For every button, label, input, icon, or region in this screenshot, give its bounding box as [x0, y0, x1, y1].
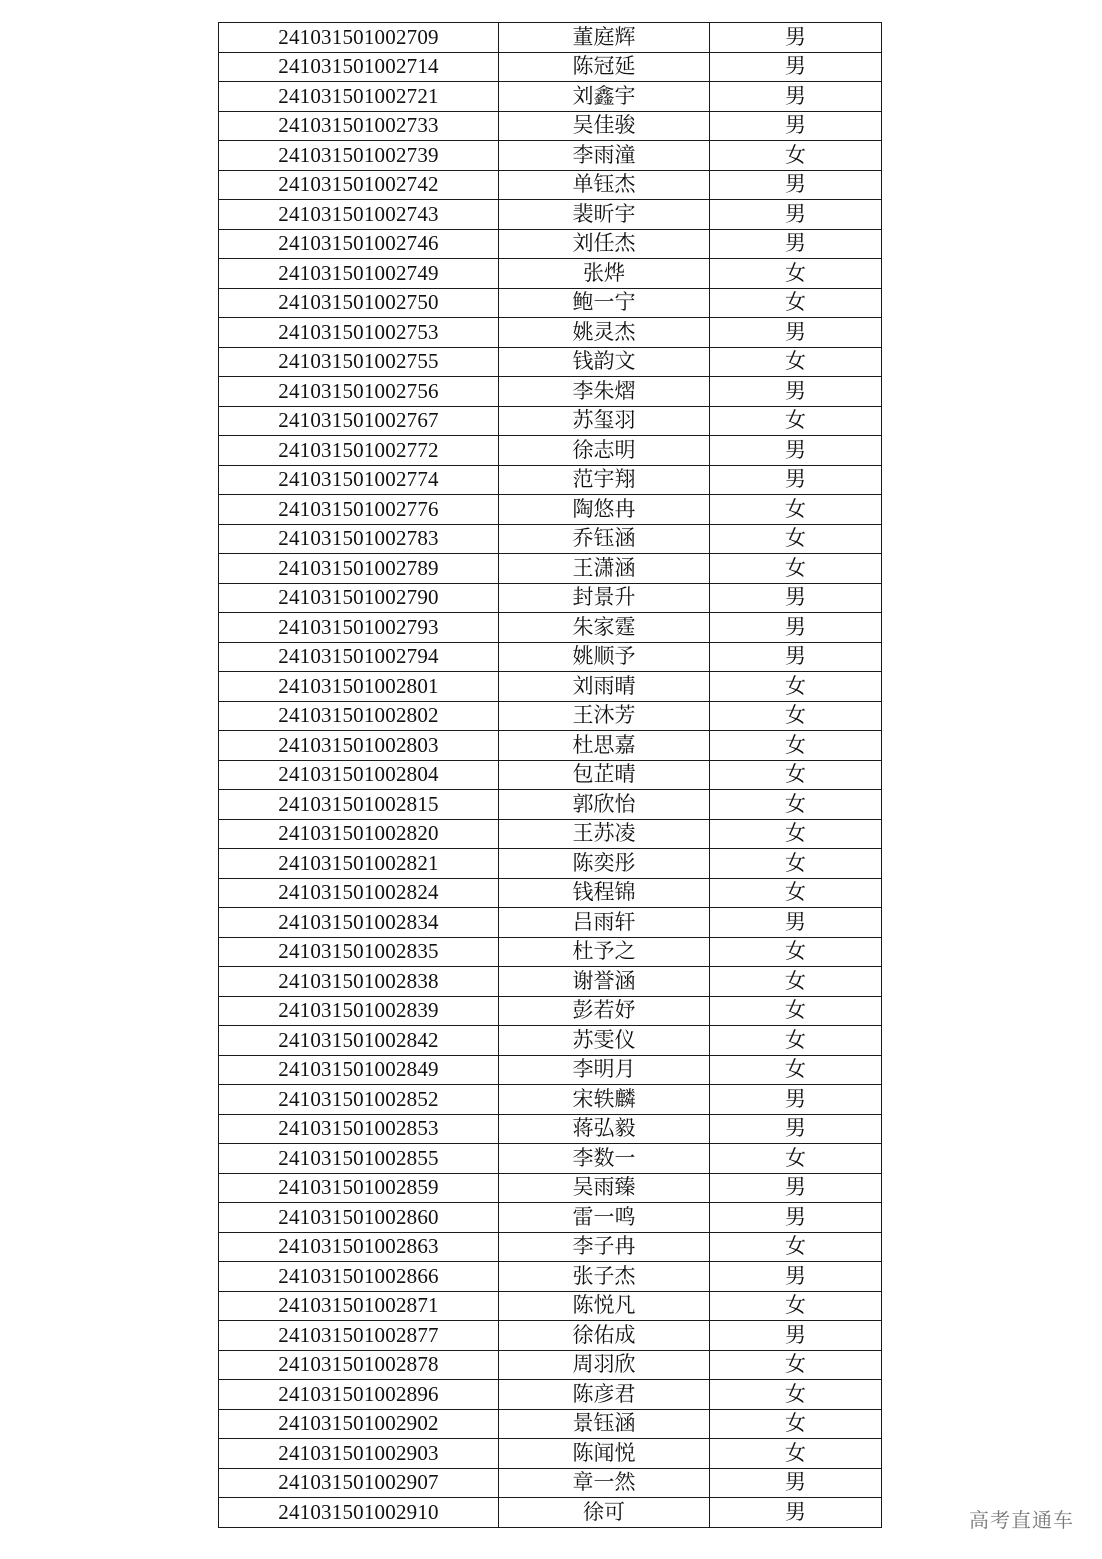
student-gender-cell: 男 — [710, 229, 882, 259]
student-gender-cell: 女 — [710, 967, 882, 997]
student-id-cell: 241031501002903 — [219, 1439, 499, 1469]
table-row — [219, 82, 882, 112]
student-gender-cell: 男 — [710, 1321, 882, 1351]
student-gender-cell: 男 — [710, 318, 882, 348]
student-id-cell: 241031501002721 — [219, 82, 499, 112]
table-row — [219, 937, 882, 967]
table-row — [219, 1085, 882, 1115]
table-row — [219, 318, 882, 348]
student-gender-cell: 女 — [710, 1291, 882, 1321]
student-gender-cell: 女 — [710, 672, 882, 702]
table-row — [219, 1350, 882, 1380]
table-row — [219, 406, 882, 436]
student-gender-cell: 男 — [710, 377, 882, 407]
student-id-cell: 241031501002746 — [219, 229, 499, 259]
student-name-cell: 章一然 — [499, 1468, 710, 1498]
table-row — [219, 790, 882, 820]
student-gender-cell: 女 — [710, 1409, 882, 1439]
student-id-cell: 241031501002753 — [219, 318, 499, 348]
student-name-cell: 吕雨轩 — [499, 908, 710, 938]
student-name-cell: 吴佳骏 — [499, 111, 710, 141]
student-gender-cell: 男 — [710, 1173, 882, 1203]
table-row — [219, 1203, 882, 1233]
student-id-cell: 241031501002743 — [219, 200, 499, 230]
student-id-cell: 241031501002863 — [219, 1232, 499, 1262]
student-name-cell: 蒋弘毅 — [499, 1114, 710, 1144]
student-id-cell: 241031501002802 — [219, 701, 499, 731]
student-name-cell: 陈奕彤 — [499, 849, 710, 879]
student-id-cell: 241031501002750 — [219, 288, 499, 318]
table-row — [219, 23, 882, 53]
student-gender-cell: 女 — [710, 878, 882, 908]
student-name-cell: 裴昕宇 — [499, 200, 710, 230]
student-id-cell: 241031501002767 — [219, 406, 499, 436]
student-name-cell: 王沐芳 — [499, 701, 710, 731]
table-row — [219, 613, 882, 643]
student-name-cell: 乔钰涵 — [499, 524, 710, 554]
student-name-cell: 谢誉涵 — [499, 967, 710, 997]
student-gender-cell: 女 — [710, 495, 882, 525]
student-gender-cell: 女 — [710, 1055, 882, 1085]
student-id-cell: 241031501002842 — [219, 1026, 499, 1056]
student-gender-cell: 男 — [710, 82, 882, 112]
student-id-cell: 241031501002877 — [219, 1321, 499, 1351]
student-name-cell: 李雨潼 — [499, 141, 710, 171]
table-row — [219, 731, 882, 761]
student-gender-cell: 男 — [710, 1468, 882, 1498]
student-id-cell: 241031501002860 — [219, 1203, 499, 1233]
student-id-cell: 241031501002794 — [219, 642, 499, 672]
student-id-cell: 241031501002821 — [219, 849, 499, 879]
student-gender-cell: 男 — [710, 583, 882, 613]
student-gender-cell: 女 — [710, 731, 882, 761]
table-row — [219, 495, 882, 525]
student-gender-cell: 男 — [710, 465, 882, 495]
table-row — [219, 583, 882, 613]
table-row — [219, 259, 882, 289]
table-row — [219, 760, 882, 790]
student-id-cell: 241031501002853 — [219, 1114, 499, 1144]
student-name-cell: 陈闻悦 — [499, 1439, 710, 1469]
student-id-cell: 241031501002804 — [219, 760, 499, 790]
student-id-cell: 241031501002772 — [219, 436, 499, 466]
student-name-cell: 周羽欣 — [499, 1350, 710, 1380]
student-name-cell: 彭若妤 — [499, 996, 710, 1026]
student-gender-cell: 男 — [710, 52, 882, 82]
student-id-cell: 241031501002709 — [219, 23, 499, 53]
table-row — [219, 908, 882, 938]
student-gender-cell: 男 — [710, 436, 882, 466]
student-id-cell: 241031501002793 — [219, 613, 499, 643]
student-name-cell: 刘任杰 — [499, 229, 710, 259]
table-row — [219, 200, 882, 230]
student-gender-cell: 男 — [710, 170, 882, 200]
student-gender-cell: 女 — [710, 819, 882, 849]
student-id-cell: 241031501002902 — [219, 1409, 499, 1439]
student-gender-cell: 女 — [710, 996, 882, 1026]
student-name-cell: 陶悠冉 — [499, 495, 710, 525]
student-roster-table — [218, 22, 882, 1528]
student-name-cell: 朱家霆 — [499, 613, 710, 643]
table-row — [219, 170, 882, 200]
student-gender-cell: 男 — [710, 1262, 882, 1292]
student-id-cell: 241031501002739 — [219, 141, 499, 171]
student-id-cell: 241031501002783 — [219, 524, 499, 554]
student-id-cell: 241031501002755 — [219, 347, 499, 377]
student-id-cell: 241031501002866 — [219, 1262, 499, 1292]
student-gender-cell: 男 — [710, 1203, 882, 1233]
table-row — [219, 1114, 882, 1144]
table-row — [219, 524, 882, 554]
student-name-cell: 苏雯仪 — [499, 1026, 710, 1056]
student-name-cell: 徐佑成 — [499, 1321, 710, 1351]
watermark-label: 高考直通车 — [969, 1508, 1074, 1532]
table-row — [219, 878, 882, 908]
student-gender-cell: 女 — [710, 259, 882, 289]
student-gender-cell: 男 — [710, 1085, 882, 1115]
table-row — [219, 229, 882, 259]
student-name-cell: 姚顺予 — [499, 642, 710, 672]
student-id-cell: 241031501002742 — [219, 170, 499, 200]
student-name-cell: 董庭辉 — [499, 23, 710, 53]
table-row — [219, 465, 882, 495]
table-row — [219, 1409, 882, 1439]
student-gender-cell: 男 — [710, 613, 882, 643]
table-row — [219, 996, 882, 1026]
table-row — [219, 141, 882, 171]
student-id-cell: 241031501002855 — [219, 1144, 499, 1174]
student-name-cell: 姚灵杰 — [499, 318, 710, 348]
student-name-cell: 范宇翔 — [499, 465, 710, 495]
student-id-cell: 241031501002878 — [219, 1350, 499, 1380]
table-row — [219, 701, 882, 731]
table-row — [219, 1380, 882, 1410]
table-row — [219, 1321, 882, 1351]
student-gender-cell: 男 — [710, 111, 882, 141]
table-row — [219, 111, 882, 141]
student-gender-cell: 女 — [710, 760, 882, 790]
student-name-cell: 封景升 — [499, 583, 710, 613]
student-gender-cell: 女 — [710, 141, 882, 171]
student-name-cell: 苏玺羽 — [499, 406, 710, 436]
student-id-cell: 241031501002849 — [219, 1055, 499, 1085]
table-row — [219, 1055, 882, 1085]
table-row — [219, 1026, 882, 1056]
table-row — [219, 672, 882, 702]
student-name-cell: 刘雨晴 — [499, 672, 710, 702]
student-id-cell: 241031501002714 — [219, 52, 499, 82]
table-row — [219, 642, 882, 672]
student-name-cell: 王潇涵 — [499, 554, 710, 584]
student-name-cell: 宋轶麟 — [499, 1085, 710, 1115]
table-row — [219, 554, 882, 584]
student-id-cell: 241031501002907 — [219, 1468, 499, 1498]
student-name-cell: 单钰杰 — [499, 170, 710, 200]
student-name-cell: 李数一 — [499, 1144, 710, 1174]
student-name-cell: 张烨 — [499, 259, 710, 289]
student-id-cell: 241031501002910 — [219, 1498, 499, 1528]
table-row — [219, 1439, 882, 1469]
student-gender-cell: 女 — [710, 790, 882, 820]
table-row — [219, 1232, 882, 1262]
table-row — [219, 288, 882, 318]
student-gender-cell: 女 — [710, 406, 882, 436]
student-name-cell: 陈彦君 — [499, 1380, 710, 1410]
student-gender-cell: 男 — [710, 642, 882, 672]
student-name-cell: 钱韵文 — [499, 347, 710, 377]
student-gender-cell: 男 — [710, 1114, 882, 1144]
student-id-cell: 241031501002749 — [219, 259, 499, 289]
table-row — [219, 1262, 882, 1292]
student-name-cell: 李朱熠 — [499, 377, 710, 407]
roster-body — [219, 23, 882, 1528]
student-id-cell: 241031501002834 — [219, 908, 499, 938]
student-gender-cell: 女 — [710, 1439, 882, 1469]
student-gender-cell: 女 — [710, 554, 882, 584]
table-row — [219, 967, 882, 997]
student-name-cell: 包芷晴 — [499, 760, 710, 790]
student-id-cell: 241031501002789 — [219, 554, 499, 584]
table-row — [219, 819, 882, 849]
student-gender-cell: 女 — [710, 701, 882, 731]
student-name-cell: 杜予之 — [499, 937, 710, 967]
student-id-cell: 241031501002896 — [219, 1380, 499, 1410]
student-name-cell: 陈冠延 — [499, 52, 710, 82]
student-name-cell: 钱程锦 — [499, 878, 710, 908]
table-row — [219, 436, 882, 466]
student-id-cell: 241031501002839 — [219, 996, 499, 1026]
student-name-cell: 景钰涵 — [499, 1409, 710, 1439]
student-id-cell: 241031501002852 — [219, 1085, 499, 1115]
table-row — [219, 52, 882, 82]
student-gender-cell: 女 — [710, 1232, 882, 1262]
student-gender-cell: 女 — [710, 849, 882, 879]
student-name-cell: 徐志明 — [499, 436, 710, 466]
student-gender-cell: 男 — [710, 23, 882, 53]
student-gender-cell: 女 — [710, 937, 882, 967]
student-name-cell: 陈悦凡 — [499, 1291, 710, 1321]
student-gender-cell: 女 — [710, 524, 882, 554]
student-id-cell: 241031501002838 — [219, 967, 499, 997]
student-id-cell: 241031501002871 — [219, 1291, 499, 1321]
student-name-cell: 杜思嘉 — [499, 731, 710, 761]
student-id-cell: 241031501002790 — [219, 583, 499, 613]
student-gender-cell: 男 — [710, 908, 882, 938]
student-name-cell: 吴雨臻 — [499, 1173, 710, 1203]
student-id-cell: 241031501002776 — [219, 495, 499, 525]
student-gender-cell: 女 — [710, 347, 882, 377]
student-gender-cell: 男 — [710, 200, 882, 230]
student-id-cell: 241031501002801 — [219, 672, 499, 702]
student-id-cell: 241031501002859 — [219, 1173, 499, 1203]
student-id-cell: 241031501002835 — [219, 937, 499, 967]
student-gender-cell: 女 — [710, 1026, 882, 1056]
table-row — [219, 347, 882, 377]
student-gender-cell: 男 — [710, 1498, 882, 1528]
table-row — [219, 377, 882, 407]
student-name-cell: 张子杰 — [499, 1262, 710, 1292]
table-row — [219, 1468, 882, 1498]
student-name-cell: 徐可 — [499, 1498, 710, 1528]
student-name-cell: 刘鑫宇 — [499, 82, 710, 112]
table-row — [219, 1291, 882, 1321]
student-id-cell: 241031501002815 — [219, 790, 499, 820]
table-row — [219, 849, 882, 879]
student-id-cell: 241031501002803 — [219, 731, 499, 761]
student-gender-cell: 女 — [710, 1380, 882, 1410]
student-name-cell: 李明月 — [499, 1055, 710, 1085]
student-name-cell: 雷一鸣 — [499, 1203, 710, 1233]
student-name-cell: 鲍一宁 — [499, 288, 710, 318]
student-gender-cell: 女 — [710, 288, 882, 318]
student-name-cell: 郭欣怡 — [499, 790, 710, 820]
student-name-cell: 王苏凌 — [499, 819, 710, 849]
student-id-cell: 241031501002824 — [219, 878, 499, 908]
table-row — [219, 1498, 882, 1528]
student-gender-cell: 女 — [710, 1144, 882, 1174]
table-row — [219, 1173, 882, 1203]
student-id-cell: 241031501002820 — [219, 819, 499, 849]
student-id-cell: 241031501002756 — [219, 377, 499, 407]
student-id-cell: 241031501002774 — [219, 465, 499, 495]
student-id-cell: 241031501002733 — [219, 111, 499, 141]
student-gender-cell: 女 — [710, 1350, 882, 1380]
student-name-cell: 李子冉 — [499, 1232, 710, 1262]
table-row — [219, 1144, 882, 1174]
